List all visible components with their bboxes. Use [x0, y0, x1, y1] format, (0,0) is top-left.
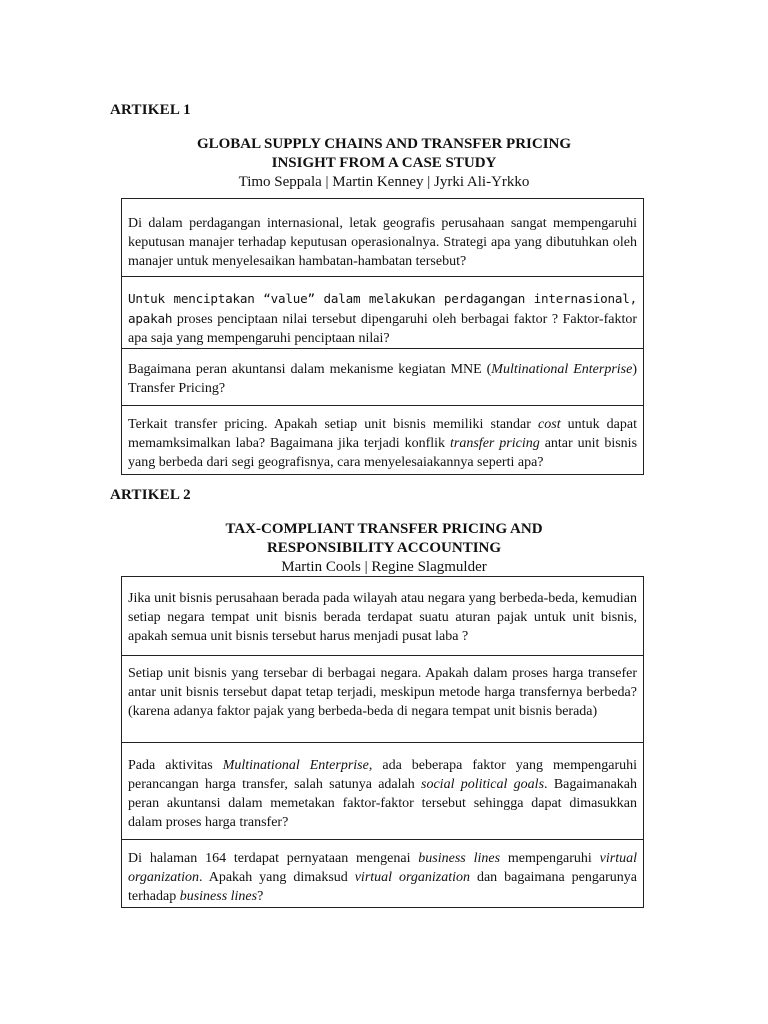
artikel-2-question-2 [122, 655, 643, 742]
artikel-1-question-4-part-b: untuk dapat memamksimalkan laba? Bagaimana jika terjadi konflik [128, 417, 637, 451]
artikel-1-question-1 [122, 199, 643, 276]
artikel-2-question-4-part-d: dan bagaimana pengarunya terhadap [128, 870, 637, 904]
artikel-1-heading: ARTIKEL 1 [110, 102, 191, 118]
artikel-2-question-1 [122, 577, 643, 655]
artikel-1-question-3-emphasis: Multinational Enterprise [491, 362, 633, 377]
artikel-1-authors: Timo Seppala | Martin Kenney | Jyrki Ali-Yrkko [238, 174, 530, 190]
artikel-1-question-2-text: proses penciptaan nilai tersebut dipengaruhi oleh berbagai faktor ? Faktor-faktor apa saja yang mempengaruhi penciptaan nilai? [128, 312, 637, 346]
artikel-1-question-2-line-1: Untuk menciptakan “value” dalam melakukan perdagangan internasional, apakah [128, 291, 637, 326]
artikel-2-title-line-1: TAX-COMPLIANT TRANSFER PRICING AND [225, 521, 543, 537]
artikel-2-question-4-part-b: mempengaruhi [500, 851, 600, 866]
artikel-1-title-line-2: INSIGHT FROM A CASE STUDY [271, 155, 497, 171]
artikel-1-question-2 [122, 276, 643, 348]
artikel-2-question-4 [122, 839, 643, 907]
artikel-2-question-3-part-b: , ada beberapa faktor yang mempengaruhi perancangan harga transfer, salah satunya adalah [128, 758, 637, 792]
artikel-2-question-4-part-c: . Apakah yang dimaksud [199, 870, 355, 885]
artikel-2-question-table [121, 576, 644, 908]
artikel-2-question-1-text: Jika unit bisnis perusahaan berada pada wilayah atau negara yang berbeda-beda, kemudian setiap negara tempat unit bisnis berada terdapat suatu aturan pajak untuk unit bisnis, apakah semua unit bisnis tersebut harus menjadi pusat laba ? [128, 591, 637, 644]
artikel-2-question-3-part-c: . Bagaimanakah peran akuntansi dalam memetakan faktor-faktor tersebut sehingga dapat dimasukkan dalam proses harga transfer? [128, 777, 637, 830]
artikel-1-question-4-emphasis-1: cost [538, 417, 561, 432]
artikel-1-question-4-emphasis-2: transfer pricing [450, 436, 540, 451]
artikel-2-heading: ARTIKEL 2 [110, 487, 191, 503]
artikel-2-question-3 [122, 742, 643, 839]
artikel-1-title-block [0, 135, 768, 192]
artikel-1-question-3 [122, 348, 643, 405]
artikel-2-title-line-2: RESPONSIBILITY ACCOUNTING [266, 540, 502, 556]
artikel-1-question-1-text: Di dalam perdagangan internasional, letak geografis perusahaan sangat mempengaruhi keputusan manajer terhadap keputusan operasionalnya. Strategi apa yang dibutuhkan oleh manajer untuk menyelesaikan hambatan-hambatan tersebut? [128, 216, 637, 269]
artikel-2-question-3-emphasis-1: Multinational Enterprise [222, 758, 369, 773]
artikel-2-question-4-emphasis-4: business lines [179, 889, 258, 904]
artikel-2-question-4-part-e: ? [257, 889, 264, 904]
artikel-2-authors: Martin Cools | Regine Slagmulder [281, 559, 487, 575]
artikel-2-question-3-emphasis-2: social political goals [421, 777, 545, 792]
artikel-2-question-4-emphasis-2: virtual organization [128, 851, 637, 885]
artikel-2-question-4-part-a: Di halaman 164 terdapat pernyataan mengenai [128, 851, 419, 866]
artikel-2-title-block [0, 520, 768, 577]
artikel-1-question-4 [122, 405, 643, 474]
artikel-1-question-4-part-a: Terkait transfer pricing. Apakah setiap unit bisnis memiliki standar [128, 417, 539, 432]
artikel-2-question-4-emphasis-1: business lines [418, 851, 501, 866]
artikel-1-title-line-1: GLOBAL SUPPLY CHAINS AND TRANSFER PRICING [196, 136, 572, 152]
artikel-1-question-3-part-a: Bagaimana peran akuntansi dalam mekanisme kegiatan MNE ( [128, 362, 492, 377]
artikel-2-question-4-emphasis-3: virtual organization [354, 870, 471, 885]
artikel-1-question-3-part-b: ) Transfer Pricing? [128, 362, 637, 396]
artikel-2-question-2-text: Setiap unit bisnis yang tersebar di berbagai negara. Apakah dalam proses harga transefer antar unit bisnis tersebut dapat tetap terjadi, meskipun metode harga transfernya berbeda? (karena adanya faktor pajak yang berbeda-beda di negara tempat unit bisnis berada) [128, 666, 637, 719]
artikel-1-question-table [121, 198, 644, 475]
artikel-2-question-3-part-a: Pada aktivitas [128, 758, 223, 773]
artikel-1-question-4-part-c: antar unit bisnis yang berbeda dari segi geografisnya, cara menyelesaiakannya seperti apa? [128, 436, 638, 470]
